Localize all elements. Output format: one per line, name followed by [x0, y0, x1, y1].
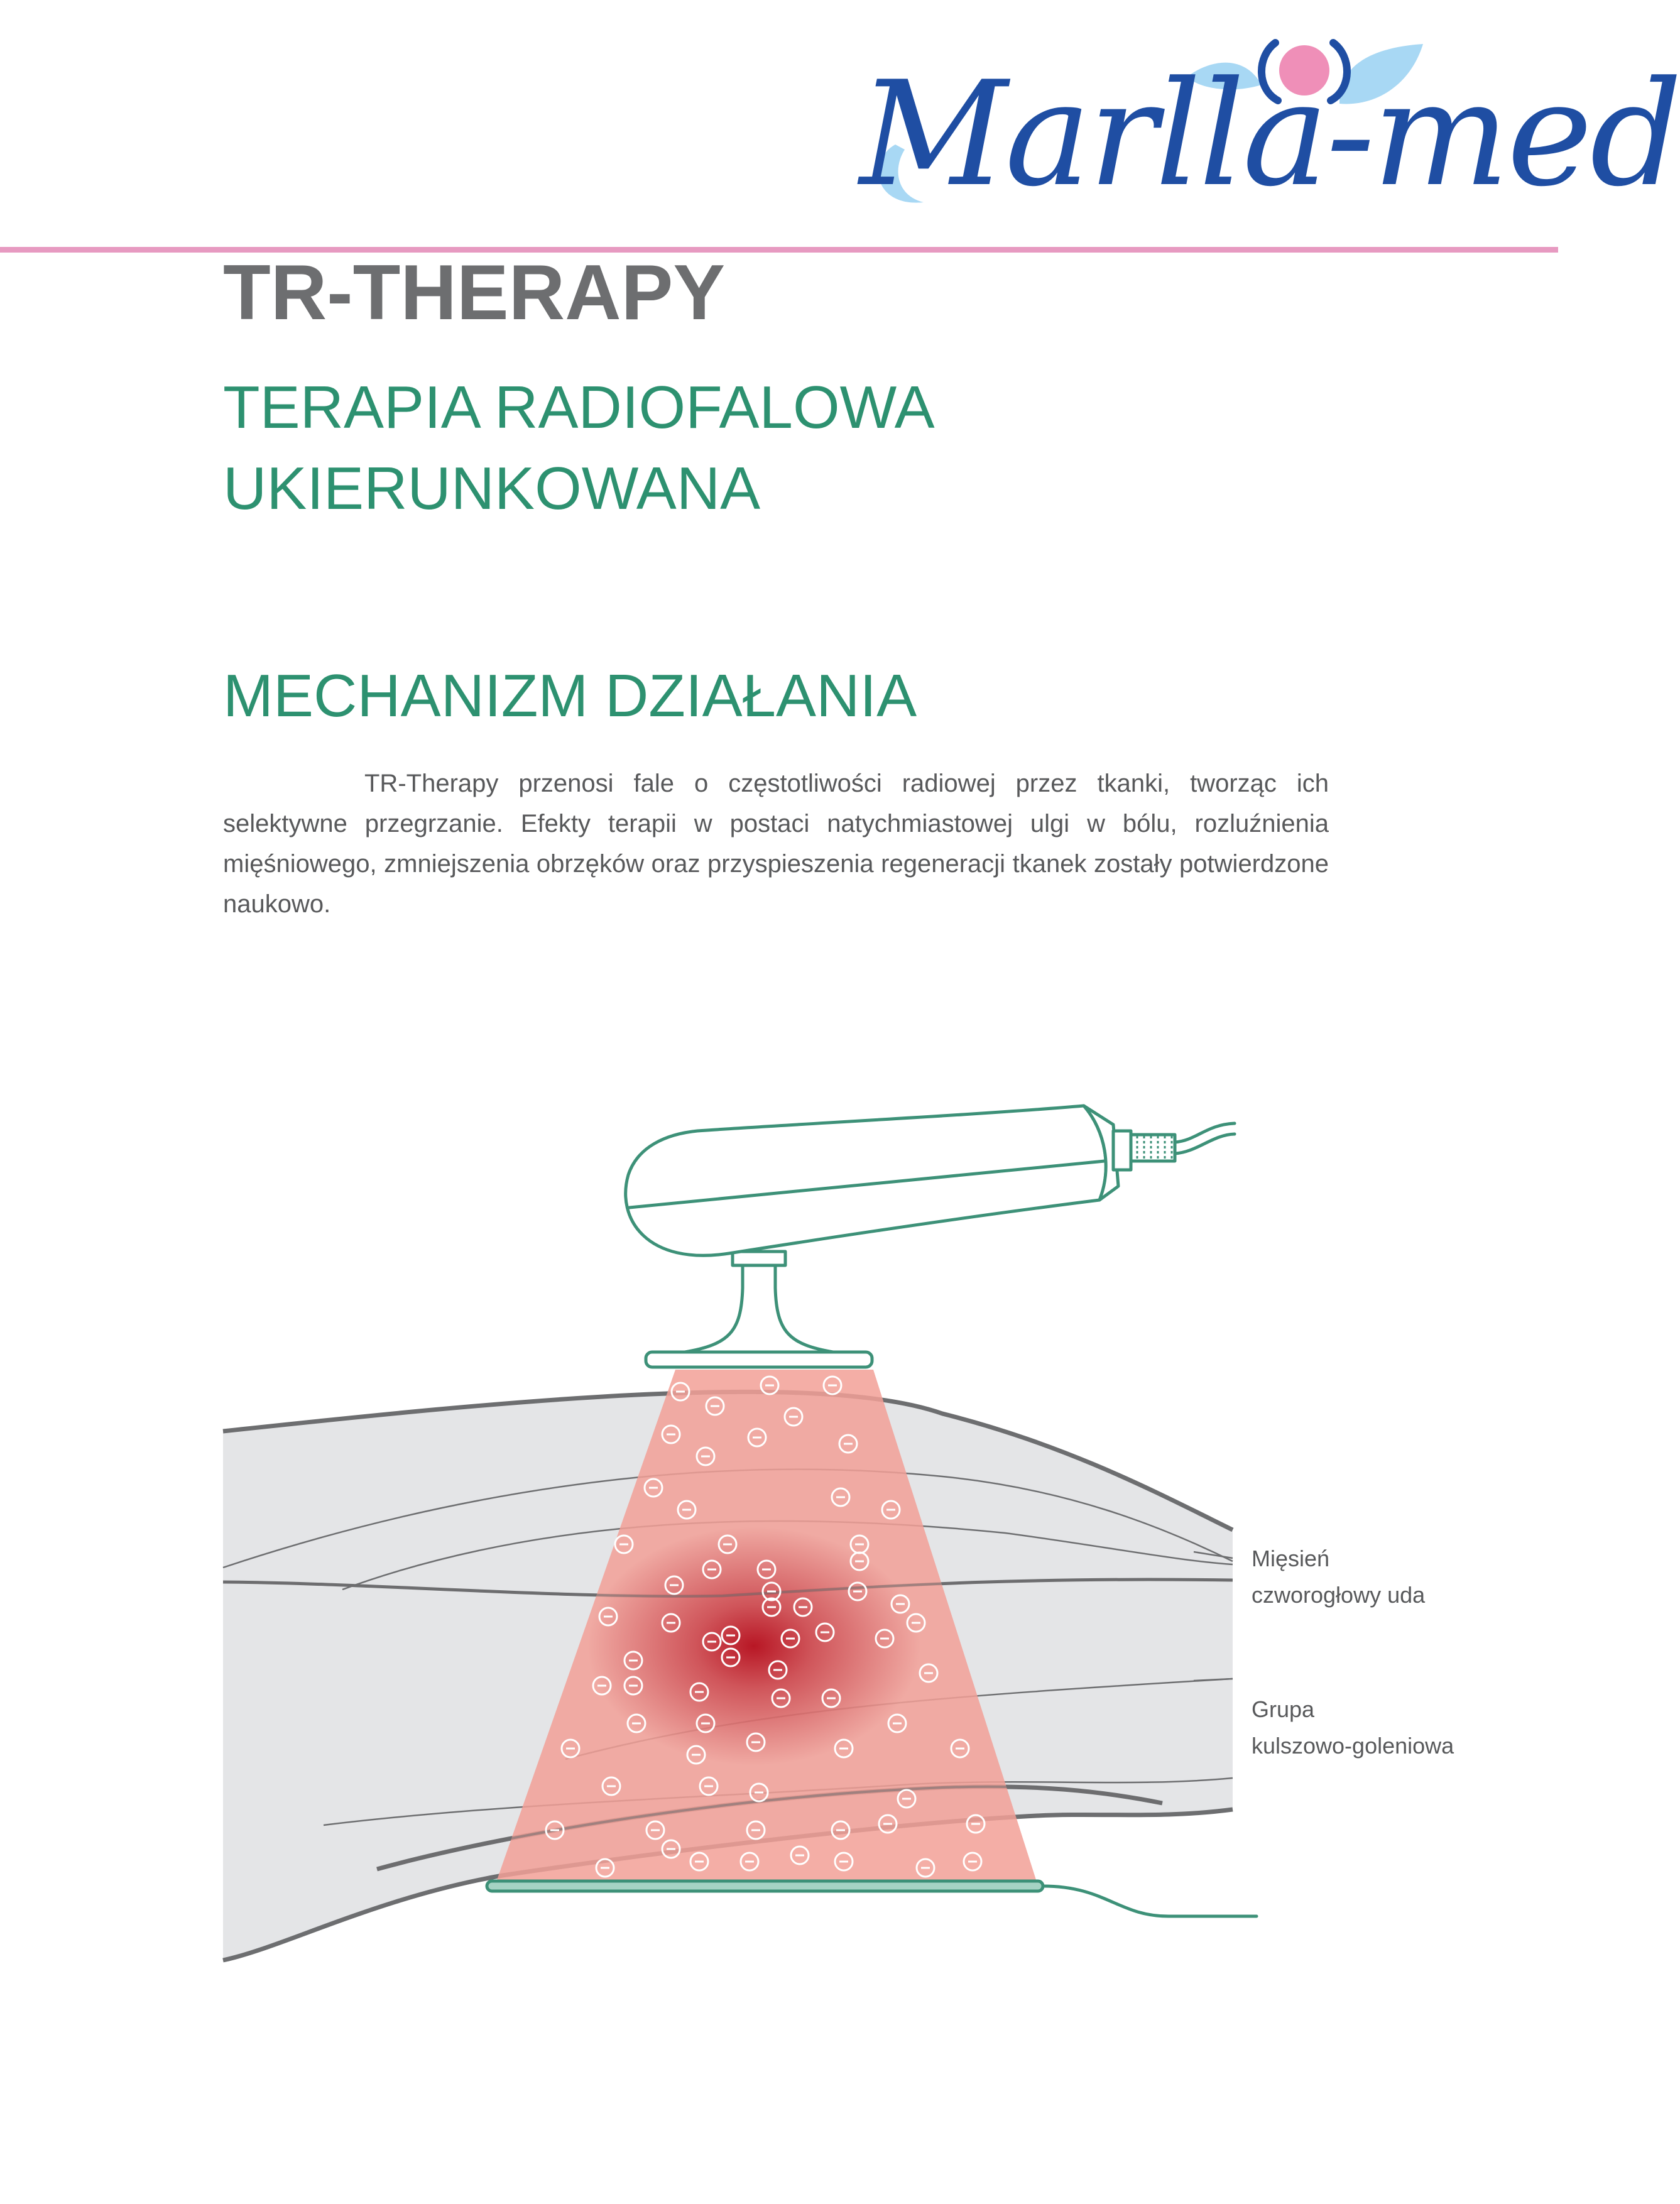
brand-logo — [842, 19, 1680, 226]
label-quadriceps-line-2: czworogłowy uda — [1252, 1582, 1426, 1608]
subtitle-line-2: UKIERUNKOWANA — [223, 454, 761, 522]
electrode-cable — [1043, 1886, 1257, 1916]
label-quadriceps-line-1: Mięsień — [1252, 1546, 1330, 1571]
section-heading: MECHANIZM DZIAŁANIA — [223, 662, 917, 729]
heated-zone — [587, 1527, 920, 1765]
body-paragraph: TR-Therapy przenosi fale o częstotliwości radiowej przez tkanki, tworząc ich selektywne przegrzanie. Efekty terapii w postaci natychmiastowej ulgi w bólu, rozluźnienia mięśniowego, zmniejszenia obrzęków oraz przyspieszenia regeneracji tkanek zostały potwierdzone naukowo. — [223, 770, 1329, 918]
return-electrode-plate — [487, 1881, 1043, 1891]
handpiece-cable-inner — [1175, 1134, 1235, 1154]
handpiece-neck-collar — [733, 1252, 785, 1265]
label-hamstrings — [1252, 1691, 1454, 1764]
label-hamstrings-line-1: Grupa — [1252, 1696, 1315, 1722]
handpiece-neck — [685, 1263, 833, 1352]
label-quadriceps — [1252, 1541, 1425, 1613]
label-hamstrings-line-2: kulszowo-goleniowa — [1252, 1733, 1454, 1759]
handpiece-head-plate — [646, 1352, 872, 1367]
page-title: TR-THERAPY — [223, 249, 726, 336]
handpiece-body — [626, 1106, 1106, 1255]
page-subtitle — [223, 368, 1417, 529]
handpiece-cable — [1175, 1123, 1235, 1142]
subtitle-line-1: TERAPIA RADIOFALOWA — [223, 374, 935, 441]
logo-wordmark: Marlla-med — [859, 51, 1680, 219]
handpiece-connector — [1113, 1131, 1131, 1170]
page-header — [0, 0, 1680, 251]
